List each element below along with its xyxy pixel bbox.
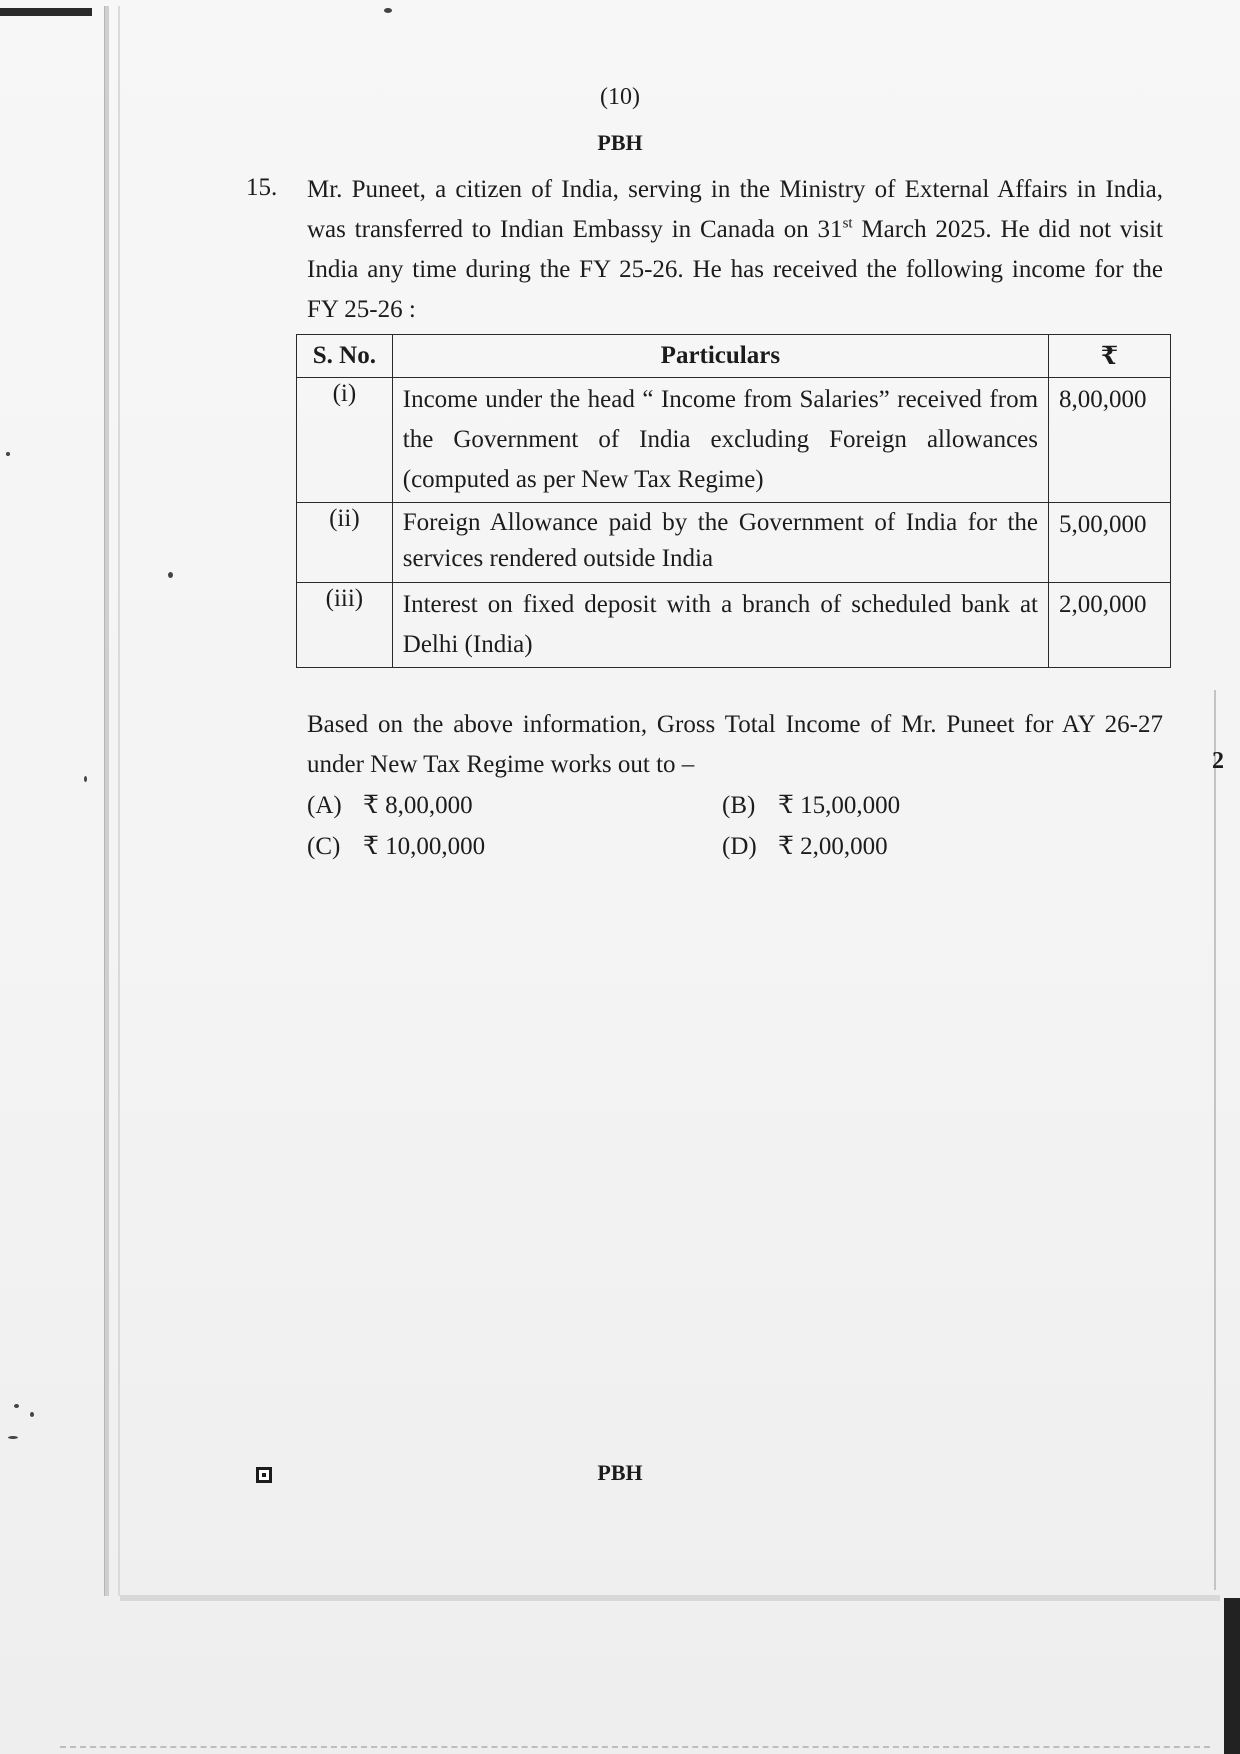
header-amount: ₹ (1049, 335, 1171, 378)
row-particulars: Income under the head “ Income from Salaries” received from the Government of India excluding Foreign allowances (computed as per New Tax Regime) (392, 378, 1048, 503)
scan-speck (384, 8, 392, 13)
option-b (722, 790, 900, 820)
scan-artifact-right-edge (1214, 690, 1216, 1590)
paper-code-header: PBH (597, 130, 643, 155)
option-c (307, 831, 485, 861)
row-sno: (i) (297, 378, 393, 503)
option-text: ₹ 2,00,000 (778, 833, 888, 860)
scan-artifact-bottom-band (120, 1595, 1220, 1601)
scan-speck (30, 1412, 34, 1417)
question-text-part2: March 2025. He did not visit India any time during the FY 25-26. He has received the following income for the FY 25-26 : (307, 216, 1163, 323)
table-row (297, 583, 1171, 668)
row-amount: 5,00,000 (1049, 503, 1171, 583)
header-sno: S. No. (297, 335, 393, 378)
option-d (722, 831, 888, 861)
scan-speck (8, 1436, 18, 1439)
scan-speck (168, 572, 173, 578)
scan-speck (14, 1404, 19, 1408)
option-a (307, 790, 473, 820)
question-conclusion: Based on the above information, Gross Total Income of Mr. Puneet for AY 26-27 under New Tax Regime works out to – (307, 711, 1163, 778)
question-text (307, 170, 1163, 330)
option-text: ₹ 15,00,000 (778, 792, 901, 819)
option-label: (C) (307, 833, 341, 860)
question-text-part1: Mr. Puneet, a citizen of India, serving in the Ministry of External Affairs in India, was transferred to Indian Embassy in Canada on 31 (307, 176, 1163, 243)
scan-speck (6, 452, 10, 456)
ordinal-suffix: st (842, 215, 853, 232)
table-row (297, 503, 1171, 583)
option-label: (A) (307, 792, 342, 819)
option-text: ₹ 10,00,000 (363, 833, 486, 860)
table-row (297, 378, 1171, 503)
row-amount: 2,00,000 (1049, 583, 1171, 668)
scan-artifact-bottom-dashes (60, 1746, 1210, 1748)
option-label: (D) (722, 833, 757, 860)
income-table (296, 334, 1171, 668)
scan-artifact-top-bar (0, 8, 92, 16)
row-sno: (iii) (297, 583, 393, 668)
row-amount: 8,00,000 (1049, 378, 1171, 503)
scan-speck (84, 776, 87, 782)
row-sno: (ii) (297, 503, 393, 583)
scan-artifact-left-edge (104, 6, 109, 1596)
header-particulars: Particulars (392, 335, 1048, 378)
row-particulars: Interest on fixed deposit with a branch of scheduled bank at Delhi (India) (392, 583, 1048, 668)
option-text: ₹ 8,00,000 (363, 792, 473, 819)
option-label: (B) (722, 792, 756, 819)
scan-artifact-right-bar (1224, 1598, 1240, 1754)
table-header-row (297, 335, 1171, 378)
scan-artifact-left-edge-inner (118, 6, 120, 1596)
paper-code-footer: PBH (597, 1460, 643, 1485)
question-number: 15. (246, 174, 278, 201)
row-particulars: Foreign Allowance paid by the Government of India for the services rendered outside India (392, 503, 1048, 583)
marks: 2 (1212, 748, 1224, 774)
page-number: (10) (600, 84, 640, 110)
